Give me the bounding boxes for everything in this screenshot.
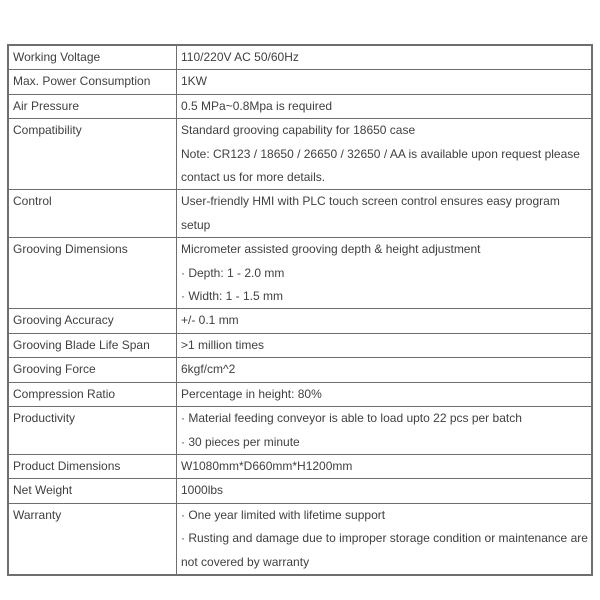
spec-value: [177, 504, 591, 574]
spec-value: [177, 46, 591, 69]
table-row: [9, 382, 591, 406]
spec-value-line: · Depth: 1 - 2.0 mm: [181, 265, 285, 280]
table-row: [9, 118, 591, 189]
spec-value-line: 6kgf/cm^2: [181, 362, 236, 377]
spec-value-line: 110/220V AC 50/60Hz: [181, 50, 299, 64]
spec-label: Compatibility: [9, 119, 177, 189]
spec-label: Air Pressure: [9, 95, 177, 118]
spec-value: [177, 190, 591, 237]
spec-label: Warranty: [9, 504, 177, 574]
spec-value-line: 1000lbs: [181, 483, 224, 498]
spec-value: [177, 95, 591, 118]
spec-value: [177, 309, 591, 332]
spec-value: [177, 383, 591, 406]
table-row: [9, 189, 591, 237]
spec-value-line: · Material feeding conveyor is able to load upto 22 pcs per batch: [181, 411, 522, 426]
spec-value-line: · Rusting and damage due to improper storage condition or maintenance are not covered by warranty: [181, 531, 588, 569]
spec-label: Grooving Blade Life Span: [9, 334, 177, 357]
table-row: [9, 333, 591, 357]
table-row: [9, 503, 591, 574]
spec-label: Max. Power Consumption: [9, 70, 177, 93]
spec-value-line: 0.5 MPa~0.8Mpa is required: [181, 98, 333, 113]
spec-value-line: User-friendly HMI with PLC touch screen control ensures easy program setup: [181, 194, 560, 232]
spec-value-line: Standard grooving capability for 18650 case: [181, 123, 416, 138]
spec-label: Grooving Dimensions: [9, 238, 177, 308]
spec-value: [177, 238, 591, 308]
spec-value-line: 1KW: [181, 74, 208, 89]
spec-value-line: W1080mm*D660mm*H1200mm: [181, 458, 353, 473]
spec-label: Control: [9, 190, 177, 237]
table-row: [9, 454, 591, 478]
spec-label: Productivity: [9, 407, 177, 454]
spec-value-line: >1 million times: [181, 337, 265, 352]
spec-value-line: +/- 0.1 mm: [181, 313, 239, 328]
spec-value-line: · One year limited with lifetime support: [181, 507, 386, 522]
table-row: [9, 69, 591, 93]
spec-value: [177, 407, 591, 454]
spec-value: [177, 358, 591, 381]
spec-value: [177, 70, 591, 93]
table-row: [9, 478, 591, 502]
table-row: [9, 406, 591, 454]
table-row: [9, 357, 591, 381]
spec-value-line: · Width: 1 - 1.5 mm: [181, 289, 284, 304]
spec-value: [177, 479, 591, 502]
spec-label: Grooving Accuracy: [9, 309, 177, 332]
table-row: [9, 46, 591, 69]
spec-value-line: Note: CR123 / 18650 / 26650 / 32650 / AA is available upon request please contact us for more details.: [181, 146, 580, 185]
spec-label: Compression Ratio: [9, 383, 177, 406]
spec-value-line: Micrometer assisted grooving depth & height adjustment: [181, 242, 481, 257]
spec-label: Net Weight: [9, 479, 177, 502]
spec-value: [177, 334, 591, 357]
table-row: [9, 237, 591, 308]
table-row: [9, 308, 591, 332]
spec-label: Grooving Force: [9, 358, 177, 381]
spec-table: [7, 44, 593, 576]
spec-label: Product Dimensions: [9, 455, 177, 478]
spec-value: [177, 455, 591, 478]
spec-value-line: Percentage in height: 80%: [181, 386, 322, 401]
spec-label: Working Voltage: [9, 46, 177, 69]
spec-value: [177, 119, 591, 189]
table-row: [9, 94, 591, 118]
spec-value-line: · 30 pieces per minute: [181, 434, 300, 449]
